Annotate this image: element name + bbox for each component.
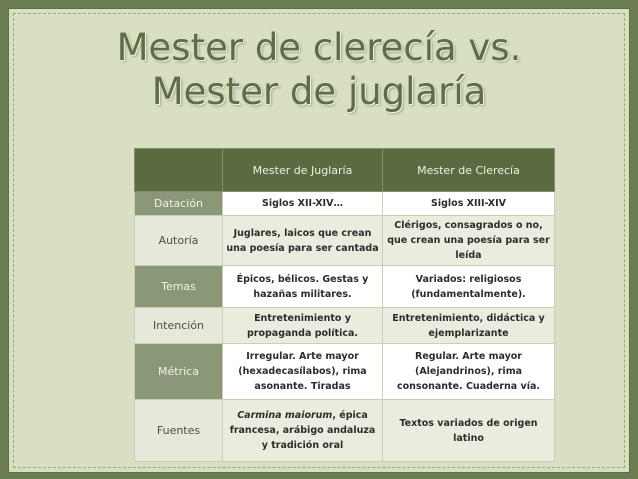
table-row — [135, 266, 555, 308]
cell-clerecia: Variados: religiosos (fundamentalmente). — [383, 266, 555, 308]
fuentes-juglaria-rest: , épica francesa, arábigo andaluza y tradición oral — [229, 410, 376, 451]
slide-title — [8, 26, 630, 114]
row-label-autoria: Autoría — [135, 216, 223, 266]
comparison-table — [134, 148, 555, 462]
cell-clerecia: Siglos XIII-XIV — [383, 192, 555, 216]
row-label-intencion: Intención — [135, 308, 223, 344]
header-clerecia: Mester de Clerecía — [383, 149, 555, 192]
cell-clerecia: Entretenimiento, didáctica y ejemplarizante — [383, 308, 555, 344]
table-row — [135, 400, 555, 462]
cell-clerecia: Regular. Arte mayor (Alejandrinos), rima consonante. Cuaderna vía. — [383, 344, 555, 400]
row-label-temas: Temas — [135, 266, 223, 308]
header-juglaria: Mester de Juglaría — [223, 149, 383, 192]
cell-juglaria: Entretenimiento y propaganda política. — [223, 308, 383, 344]
row-label-datacion: Datación — [135, 192, 223, 216]
row-label-fuentes: Fuentes — [135, 400, 223, 462]
cell-juglaria — [223, 400, 383, 462]
cell-juglaria: Irregular. Arte mayor (hexadecasílabos), rima asonante. Tiradas — [223, 344, 383, 400]
table-row — [135, 344, 555, 400]
row-label-metrica: Métrica — [135, 344, 223, 400]
cell-juglaria: Épicos, bélicos. Gestas y hazañas militares. — [223, 266, 383, 308]
header-empty — [135, 149, 223, 192]
table-row — [135, 308, 555, 344]
title-line-1: Mester de clerecía vs. — [116, 26, 522, 69]
cell-juglaria: Siglos XII-XIV… — [223, 192, 383, 216]
table-header-row — [135, 149, 555, 192]
cell-clerecia: Clérigos, consagrados o no, que crean una poesía para ser leída — [383, 216, 555, 266]
title-line-2: Mester de juglaría — [151, 70, 487, 113]
cell-juglaria: Juglares, laicos que crean una poesía para ser cantada — [223, 216, 383, 266]
carmina-maiorum-text: Carmina maiorum — [237, 410, 333, 421]
cell-clerecia: Textos variados de origen latino — [383, 400, 555, 462]
table-row — [135, 192, 555, 216]
table-row — [135, 216, 555, 266]
